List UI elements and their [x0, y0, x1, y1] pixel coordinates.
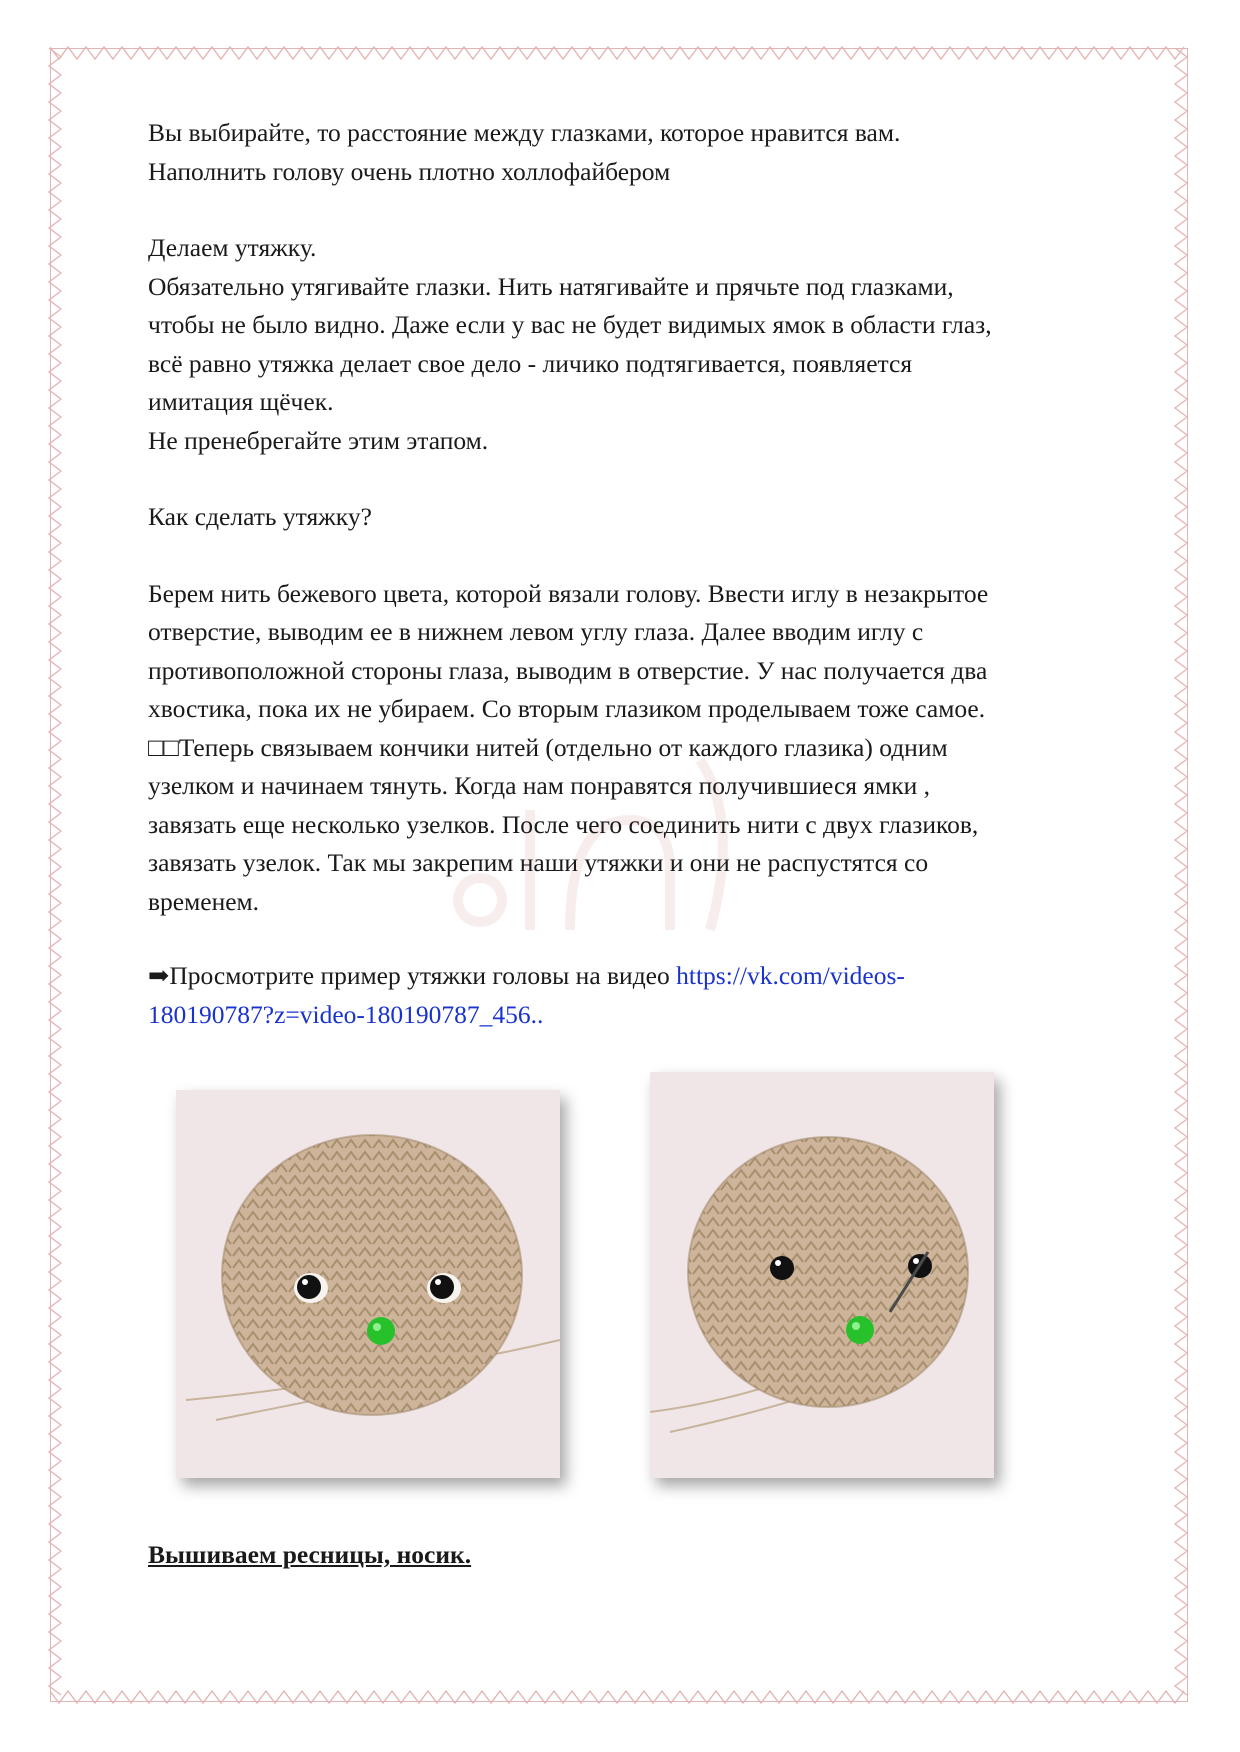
- paragraph-instructions: Берем нить бежевого цвета, которой вязали голову. Ввести иглу в незакрытое отверстие, выводим ее в нижнем левом углу глаза. Далее вводим иглу с противоположной стороны глаза, выводим в отверстие. У нас получается два хвостика, пока их не убираем. Со вторым глазиком проделываем тоже самое. □□Теперь связываем кончики нитей (отдельно от каждого глазика) одним узелком и начинаем тянуть. Когда нам понравятся получившиеся ямки , завязать еще несколько узелков. После чего соединить нити с двух глазиков, завязать узелок. Так мы закрепим наши утяжки и они не распустятся со временем.: [148, 578, 989, 916]
- crochet-head-photo-1: [176, 1090, 560, 1478]
- zigzag-border-right: [1172, 48, 1190, 1700]
- crochet-head-photo-2: [650, 1072, 994, 1478]
- crochet-head-photo-icon: [176, 1090, 560, 1478]
- crochet-head-needle-photo-icon: [650, 1072, 994, 1478]
- zigzag-border-left: [46, 48, 64, 1700]
- paragraph-eye-distance: Вы выбирайте, то расстояние между глазками, которое нравится вам. Наполнить голову очень плотно холлофайбером: [148, 118, 901, 186]
- paragraph-tightening: Делаем утяжку. Обязательно утягивайте глазки. Нить натягивайте и прячьте под глазками, чтобы не было видно. Даже если у вас не будет видимых ямок в области глаз, всё равно утяжка делает свое дело - личико подтягивается, появляется имитация щёчек. Не пренебрегайте этим этапом.: [148, 233, 992, 455]
- zigzag-border-bottom: [50, 1688, 1188, 1706]
- document-body: [148, 114, 1128, 1034]
- zigzag-border-top: [50, 44, 1188, 62]
- section-heading: Вышиваем ресницы, носик.: [148, 1540, 472, 1569]
- video-text: ➡Просмотрите пример утяжки головы на видео: [148, 961, 677, 990]
- video-link[interactable]: https://vk.com/videos- 180190787?z=video-180190787_456..: [148, 961, 905, 1029]
- paragraph-question: Как сделать утяжку?: [148, 502, 372, 531]
- paragraph-video: [148, 957, 1128, 1034]
